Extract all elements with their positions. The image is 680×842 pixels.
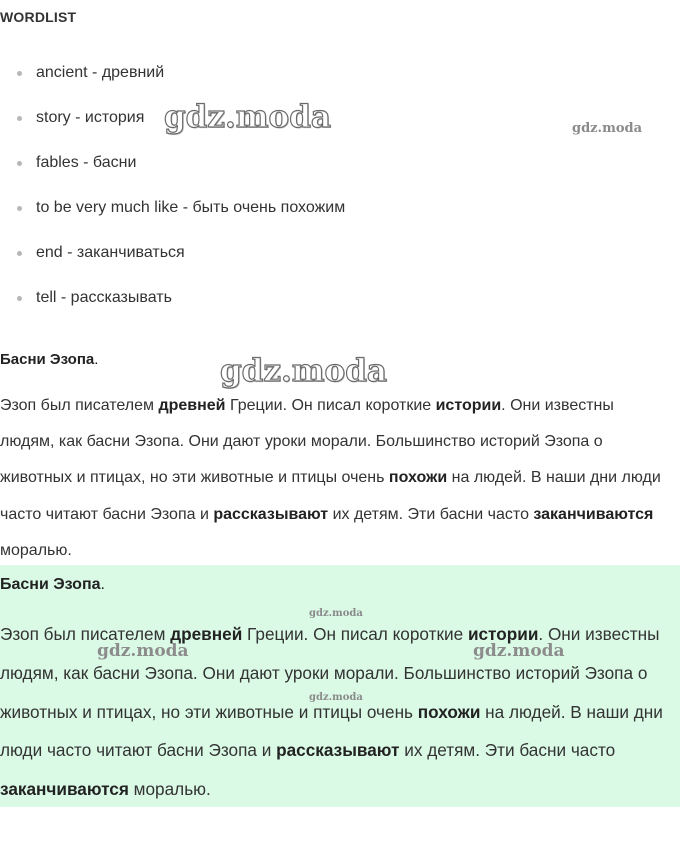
bullet-icon [17,206,22,211]
text-run: . Они известны людям, как басни Эзопа. Они дают уроки морали. Большинство историй Эзопа о животных и птицах, но эти животные и птицы очень [0,624,660,722]
list-item-text: fables - басни [36,154,137,171]
text-run: на людей. В наши дни люди часто читают басни Эзопа и [0,701,663,761]
section-title-punct: . [100,576,105,593]
bullet-icon [17,161,22,166]
list-item [0,287,345,332]
watermark-logo: gdz.moda [164,99,331,135]
bold-word: истории [467,624,539,644]
section-title-text: Басни Эзопа [0,576,101,593]
list-item-text: to be very much like - быть очень похожим [36,199,346,216]
watermark-logo: gdz.moda [572,121,643,136]
text-run: Эзоп был писателем [0,397,159,414]
section-title [0,576,105,594]
list-item-text: tell - рассказывать [36,289,172,306]
story-paragraph [0,615,676,809]
watermark-logo: gdz.moda [97,641,189,661]
section-title [0,351,98,368]
list-item [0,197,345,242]
watermark-logo: gdz.moda [309,692,363,703]
list-item [0,242,345,287]
watermark-logo: gdz.moda [309,608,363,619]
section-title-text: Басни Эзопа [0,351,95,368]
text-run: их детям. Эти басни часто [328,505,534,523]
section-title-punct: . [94,351,99,368]
bullet-icon [17,116,22,121]
text-run: Греции. Он писал короткие [242,624,468,644]
highlighted-answer-block [0,565,680,807]
text-run: моралью. [128,779,211,800]
list-item [0,62,345,107]
bold-word: заканчиваются [533,505,654,523]
watermark-logo: gdz.moda [220,353,387,389]
bold-word: похожи [417,701,481,722]
list-item-text: end - заканчиваться [36,244,185,261]
text-run: . Они известны людям, как басни Эзопа. Они дают уроки морали. Большинство историй Эзопа о животных и птицах, но эти животные и птицы очень [0,397,614,487]
list-item-text: story - история [36,109,145,126]
watermark-logo: gdz.moda [473,641,565,661]
text-run: Греции. Он писал короткие [225,397,436,414]
bullet-icon [17,71,22,76]
story-paragraph [0,388,672,569]
wordlist [0,62,345,332]
bullet-icon [17,251,22,256]
bold-word: похожи [388,469,448,487]
bold-word: древней [170,624,243,644]
text-run: моралью. [0,541,72,559]
wordlist-heading: WORDLIST [0,9,77,25]
list-item-text: ancient - древний [36,64,165,81]
bold-word: заканчиваются [0,779,129,800]
bold-word: рассказывают [213,505,329,523]
bold-word: рассказывают [276,740,400,761]
bullet-icon [17,296,22,301]
list-item [0,107,345,152]
text-run: Эзоп был писателем [0,624,171,644]
list-item [0,152,345,197]
text-run: их детям. Эти басни часто [399,740,616,761]
bold-word: истории [435,397,502,414]
text-run: на людей. В наши дни люди часто читают басни Эзопа и [0,469,661,523]
bold-word: древней [158,397,226,414]
